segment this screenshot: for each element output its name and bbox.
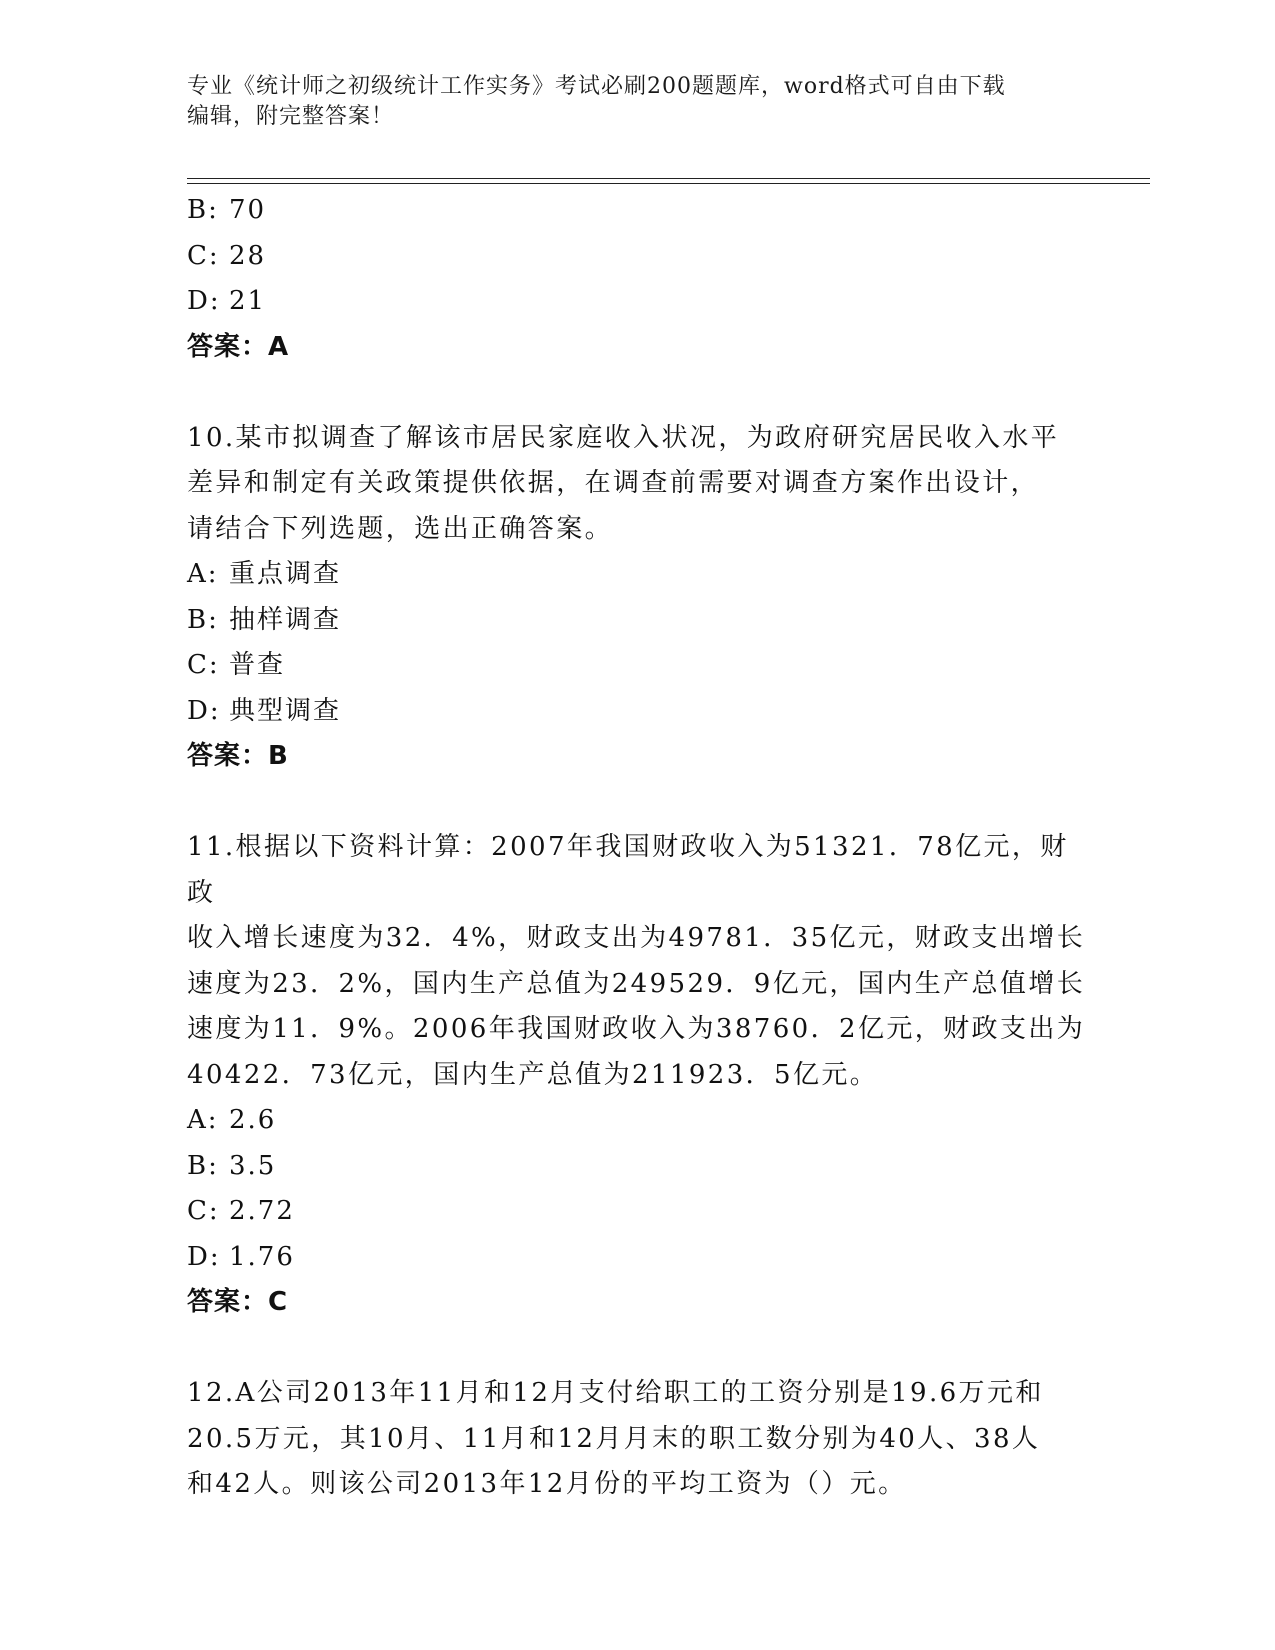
option-key: D: — [187, 286, 221, 316]
question-text-line: 11.根据以下资料计算：2007年我国财政收入为51321．78亿元，财政 — [187, 832, 1069, 908]
option-text: 2.72 — [229, 1196, 295, 1226]
option-c — [187, 1189, 1087, 1235]
header-divider-bottom — [187, 183, 1150, 184]
option-d — [187, 689, 1087, 735]
option-d — [187, 279, 1087, 325]
option-b — [187, 188, 1087, 234]
option-b — [187, 1144, 1087, 1190]
option-key: C: — [187, 240, 220, 271]
option-key: D: — [187, 695, 221, 726]
spacer — [187, 780, 1087, 826]
question-9-tail — [187, 188, 1087, 370]
question-text-line: 12.A公司2013年11月和12月支付给职工的工资分别是19.6万元和 — [187, 1378, 1044, 1408]
question-12 — [187, 1371, 1087, 1508]
question-content — [187, 188, 1087, 1508]
question-text-line: 请结合下列选题，选出正确答案。 — [187, 513, 614, 544]
option-c — [187, 234, 1087, 280]
option-text: 抽样调查 — [229, 604, 342, 635]
option-key: D: — [187, 1241, 221, 1272]
answer-label: 答案：C — [187, 1287, 289, 1317]
option-text: 3.5 — [229, 1150, 277, 1181]
option-c — [187, 643, 1087, 689]
option-text: 70 — [229, 195, 267, 225]
question-text-line: 收入增长速度为32．4%，财政支出为49781．35亿元，财政支出增长 — [187, 923, 1086, 953]
option-d — [187, 1235, 1087, 1281]
spacer — [187, 370, 1087, 416]
option-key: A: — [187, 559, 219, 589]
option-text: 1.76 — [229, 1241, 295, 1272]
option-text: 21 — [229, 286, 267, 316]
option-key: B: — [187, 604, 219, 635]
answer-label: 答案：B — [187, 741, 289, 771]
option-text: 典型调查 — [229, 695, 342, 726]
option-text: 28 — [229, 240, 267, 271]
question-11 — [187, 825, 1087, 1326]
option-key: B: — [187, 195, 219, 225]
header-title-line-1: 专业《统计师之初级统计工作实务》考试必刷200题题库，word格式可自由下载 — [187, 74, 1006, 99]
header-divider-top — [187, 178, 1150, 179]
option-key: A: — [187, 1105, 219, 1135]
option-key: B: — [187, 1150, 219, 1181]
page-header — [187, 72, 1087, 132]
header-title-line-2: 编辑，附完整答案！ — [187, 104, 395, 129]
question-text-line: 10.某市拟调查了解该市居民家庭收入状况，为政府研究居民收入水平 — [187, 422, 1060, 453]
spacer — [187, 1326, 1087, 1372]
answer-label: 答案：A — [187, 331, 290, 362]
option-b — [187, 598, 1087, 644]
option-text: 2.6 — [229, 1105, 277, 1135]
question-text-line: 速度为11．9%。2006年我国财政收入为38760．2亿元，财政支出为 — [187, 1014, 1086, 1044]
option-a — [187, 1098, 1087, 1144]
question-text-line: 和42人。则该公司2013年12月份的平均工资为（）元。 — [187, 1469, 907, 1499]
option-a — [187, 552, 1087, 598]
question-text-line: 20.5万元，其10月、11月和12月月末的职工数分别为40人、38人 — [187, 1423, 1041, 1454]
option-key: C: — [187, 650, 220, 680]
option-text: 普查 — [229, 650, 286, 680]
question-text-line: 40422．73亿元，国内生产总值为211923．5亿元。 — [187, 1059, 879, 1090]
question-10 — [187, 416, 1087, 780]
option-text: 重点调查 — [229, 559, 342, 589]
question-text-line: 差异和制定有关政策提供依据，在调查前需要对调查方案作出设计， — [187, 468, 1040, 498]
question-text-line: 速度为23．2%，国内生产总值为249529．9亿元，国内生产总值增长 — [187, 968, 1086, 999]
option-key: C: — [187, 1196, 220, 1226]
